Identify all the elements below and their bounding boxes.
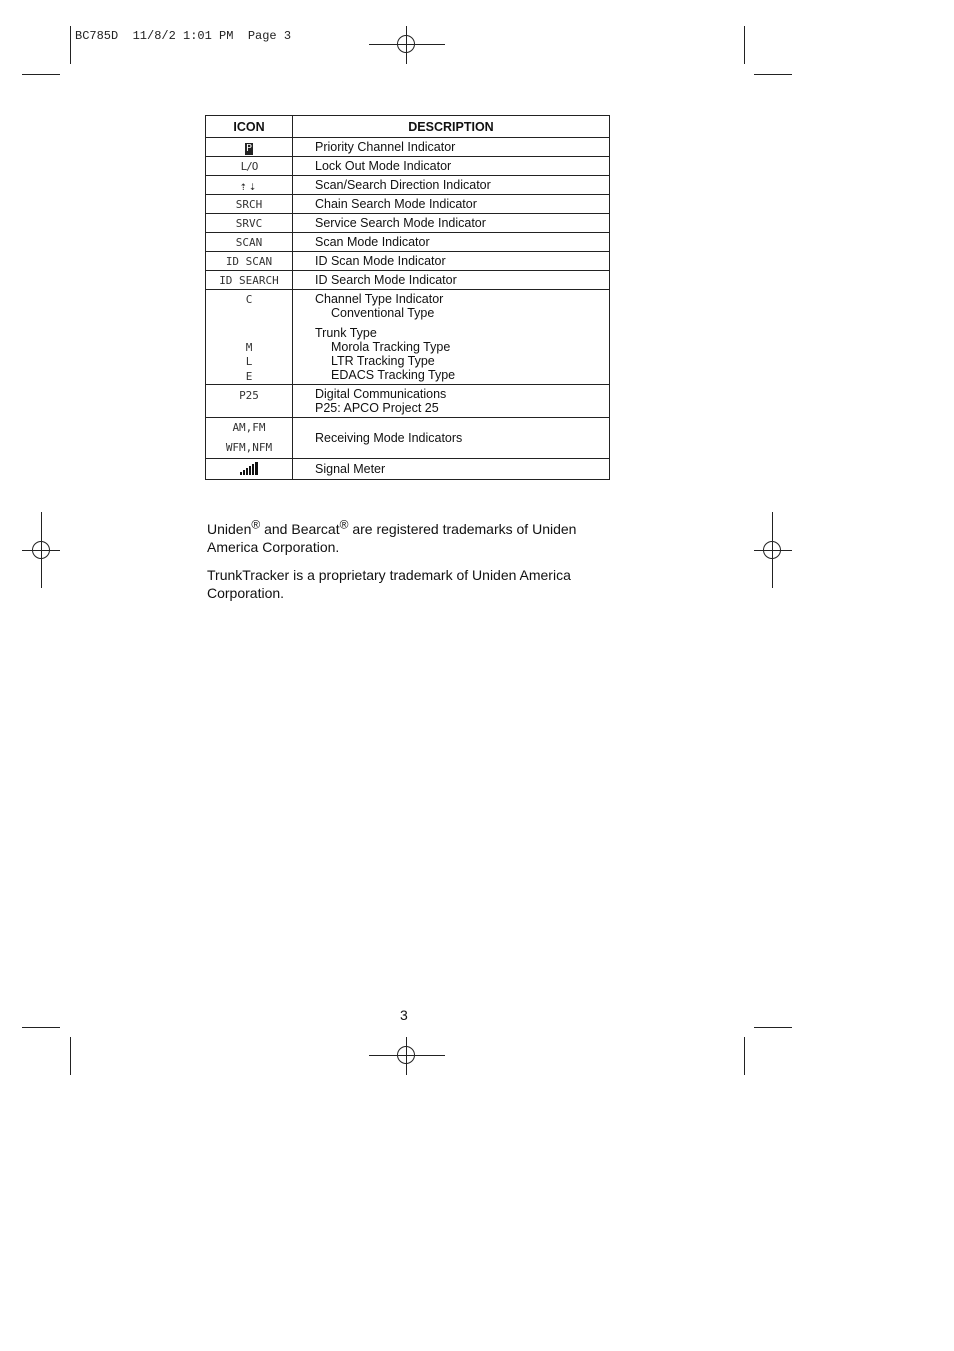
print-slug: BC785D 11/8/2 1:01 PM Page 3 <box>75 29 292 43</box>
signal-meter-icon <box>240 461 258 475</box>
row-description-sub: EDACS Tracking Type <box>331 368 456 382</box>
table-row <box>206 252 610 271</box>
scan-icon: SCAN <box>206 233 293 252</box>
column-header-description: DESCRIPTION <box>293 116 610 138</box>
table-row <box>206 418 610 459</box>
page-number: 3 <box>400 1007 408 1023</box>
row-description: Scan/Search Direction Indicator <box>293 176 610 195</box>
table-row <box>206 385 610 418</box>
row-description: Signal Meter <box>293 459 610 480</box>
row-description-sub: LTR Tracking Type <box>331 354 435 368</box>
trademark-paragraph-1: Uniden® and Bearcat® are registered trademarks of Uniden America Corporation. <box>207 517 577 555</box>
row-description: ID Scan Mode Indicator <box>293 252 610 271</box>
row-description: Lock Out Mode Indicator <box>293 157 610 176</box>
lockout-icon: L/O <box>240 160 258 173</box>
table-row <box>206 176 610 195</box>
table-row <box>206 214 610 233</box>
row-description-sub: Conventional Type <box>331 306 435 320</box>
table-row <box>206 233 610 252</box>
row-description: Digital Communications <box>315 387 447 401</box>
channel-type-m-icon: M <box>245 340 253 354</box>
column-header-icon: ICON <box>206 116 293 138</box>
row-description: Service Search Mode Indicator <box>293 214 610 233</box>
row-description: P25: APCO Project 25 <box>315 401 439 415</box>
p25-icon: P25 <box>206 385 293 418</box>
table-row <box>206 290 610 385</box>
srch-icon: SRCH <box>206 195 293 214</box>
channel-type-l-icon: L <box>245 355 253 368</box>
srvc-icon: SRVC <box>206 214 293 233</box>
table-row <box>206 195 610 214</box>
icon-description-table <box>205 115 610 480</box>
id-search-icon: ID SEARCH <box>206 271 293 290</box>
table-row <box>206 459 610 480</box>
row-description: Chain Search Mode Indicator <box>293 195 610 214</box>
row-description: Receiving Mode Indicators <box>293 418 610 459</box>
row-description: Trunk Type <box>315 326 377 340</box>
id-scan-icon: ID SCAN <box>206 252 293 271</box>
table-header-row <box>206 116 610 138</box>
channel-type-e-icon: E <box>245 369 253 383</box>
table-row <box>206 138 610 157</box>
row-description: Channel Type Indicator <box>315 292 444 306</box>
channel-type-c-icon: C <box>245 293 253 306</box>
priority-icon: P <box>245 143 253 154</box>
row-description: ID Search Mode Indicator <box>293 271 610 290</box>
row-description: Priority Channel Indicator <box>293 138 610 157</box>
trademark-paragraph-2: TrunkTracker is a proprietary trademark of Uniden America Corporation. <box>207 567 571 601</box>
table-row <box>206 157 610 176</box>
table-row <box>206 271 610 290</box>
row-description-sub: Morola Tracking Type <box>331 340 451 354</box>
wfm-nfm-icon: WFM,NFM <box>225 441 273 454</box>
direction-arrows-icon: ⇡⇣ <box>239 179 259 193</box>
am-fm-icon: AM,FM <box>232 421 266 434</box>
row-description: Scan Mode Indicator <box>293 233 610 252</box>
